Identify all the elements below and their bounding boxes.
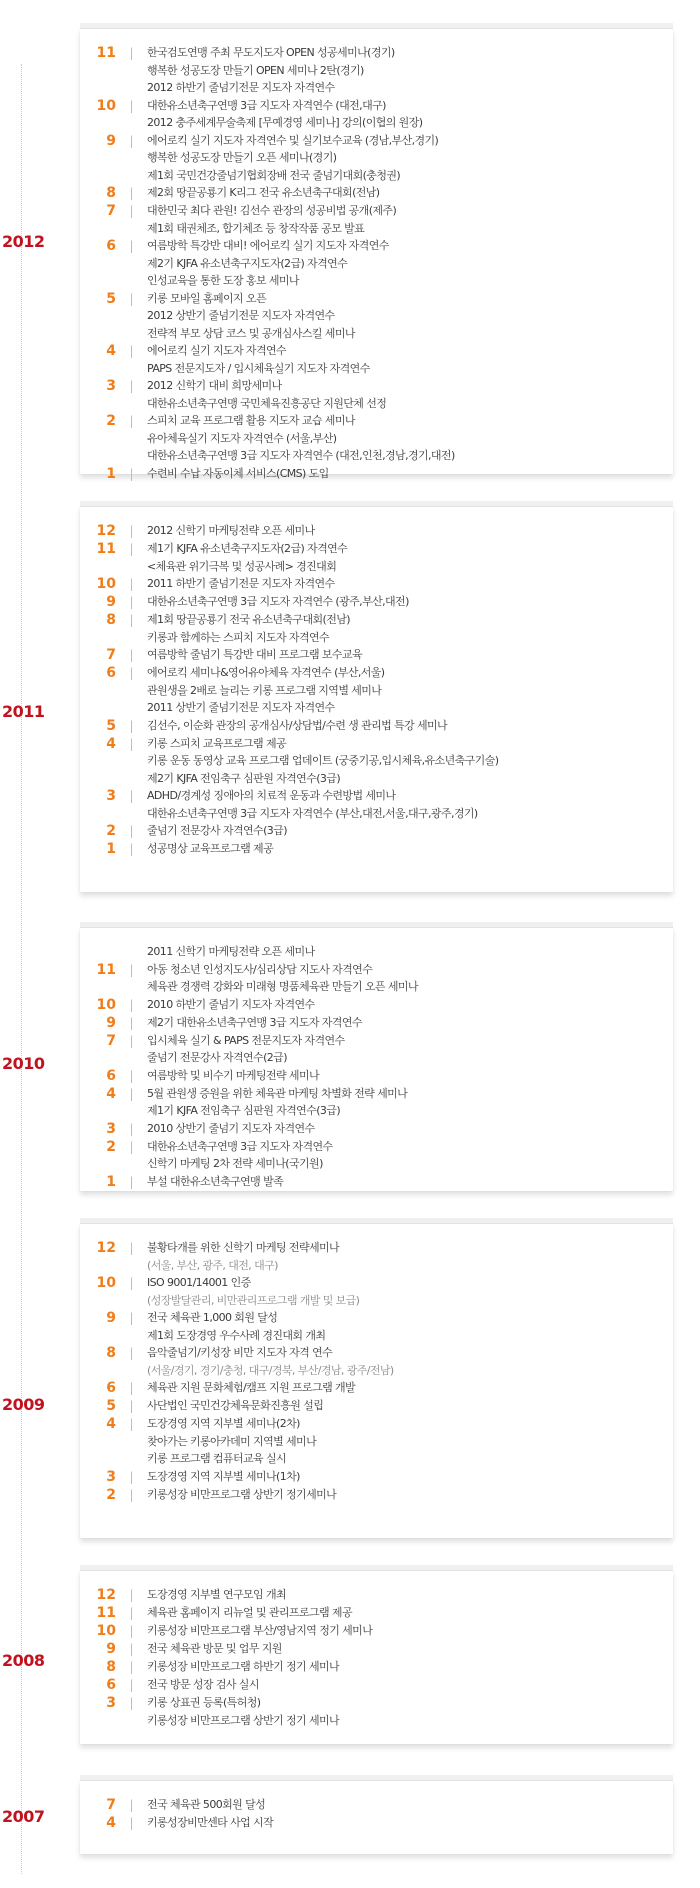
month-number: 3 <box>106 1695 116 1711</box>
timeline-entry <box>80 1032 673 1067</box>
entry-text: 대한유소년축구연맹 3급 지도자 자격연수 (대전,인천,경남,경기,대전) <box>147 449 455 462</box>
timeline-entry <box>80 1014 673 1032</box>
separator-bar: | <box>129 1624 134 1638</box>
month-number: 5 <box>106 1398 116 1414</box>
entry-text: 5월 관원생 증원을 위한 체육관 마케팅 차별화 전략 세미나 <box>147 1086 408 1100</box>
month-number: 1 <box>106 841 116 857</box>
entry-lines <box>147 996 673 1014</box>
month-number: 10 <box>96 1275 116 1291</box>
entry-text: 2012 신학기 마케팅전략 오픈 세미나 <box>147 524 315 537</box>
month-number: 2 <box>106 823 116 839</box>
entry-text: 도장경영 지역 지부별 세미나(1차) <box>147 1469 300 1483</box>
entry-text: 2011 하반기 줄넘기전문 지도자 자격연수 <box>147 577 335 590</box>
entry-lines <box>147 1676 673 1694</box>
year-label: 2009 <box>2 1395 45 1414</box>
entry-text: 대한유소년축구연맹 3급 지도자 자격연수 (광주,부산,대전) <box>147 595 409 608</box>
separator-bar: | <box>129 1469 134 1484</box>
timeline-entry <box>80 1397 673 1415</box>
separator-bar: | <box>129 133 134 148</box>
month-number: 9 <box>106 1014 116 1031</box>
entry-lines <box>147 1694 673 1729</box>
separator-bar: | <box>129 842 134 856</box>
timeline-entry <box>80 1120 673 1138</box>
timeline-entry <box>80 1622 673 1640</box>
timeline-entry <box>80 1067 673 1085</box>
entry-text: 2011 신학기 마케팅전략 오픈 세미나 <box>147 945 315 958</box>
timeline-entry <box>80 184 673 202</box>
month-number: 3 <box>106 788 116 804</box>
entry-text: 키롱성장비만센타 사업 시작 <box>147 1816 274 1829</box>
entry-lines <box>147 412 673 465</box>
entry-lines <box>147 1274 673 1309</box>
entry-text: 도장경영 지역 지부별 세미나(2차) <box>147 1417 300 1430</box>
timeline-entry <box>80 202 673 237</box>
separator-bar: | <box>129 1276 134 1290</box>
year-label: 2008 <box>2 1651 45 1670</box>
separator-bar: | <box>129 648 134 662</box>
entry-text: 행복한 성공도장 만들기 오픈 세미나(경기) <box>147 151 337 164</box>
timeline-entry <box>80 575 673 593</box>
separator-bar: | <box>129 1798 134 1812</box>
month-number: 7 <box>106 647 116 663</box>
entry-text: 제1회 땅끝공룡기 전국 유소년축구대회(전남) <box>147 613 350 626</box>
entry-text: 아동 청소년 인성지도사/심리상담 지도사 자격연수 <box>147 962 373 976</box>
entry-text: 대한유소년축구연맹 3급 지도자 자격연수 <box>147 1139 333 1153</box>
month-number: 10 <box>96 996 116 1013</box>
entry-text: 키롱성장 비만프로그램 상반기 정기세미나 <box>147 1487 337 1501</box>
entry-lines <box>147 377 673 412</box>
timeline-entry <box>80 1468 673 1486</box>
entry-text: 체육관 경쟁력 강화와 미래형 명품체육관 만들기 오픈 세미나 <box>147 980 418 993</box>
entry-text: 전략적 부모 상담 코스 및 공개심사스킬 세미나 <box>147 326 355 340</box>
entry-text: 키롱 운동 동영상 교육 프로그램 업데이트 (궁중기공,입시체육,유소년축구기술) <box>147 754 499 767</box>
separator-bar: | <box>129 1642 134 1656</box>
entry-text: 대한유소년축구연맹 3급 지도자 자격연수 (대전,대구) <box>147 98 386 112</box>
separator-bar: | <box>129 1121 134 1136</box>
separator-bar: | <box>129 1417 134 1431</box>
year-label: 2007 <box>2 1807 45 1826</box>
timeline-entry <box>80 237 673 290</box>
timeline-entry <box>80 1379 673 1397</box>
entry-lines <box>147 1379 673 1397</box>
entry-text: 여름방학 특강반 대비! 에어로킥 실기 지도자 자격연수 <box>147 239 389 252</box>
month-number: 2 <box>106 1486 116 1503</box>
timeline-entry <box>80 540 673 575</box>
entry-lines <box>147 465 673 483</box>
separator-bar: | <box>129 962 134 977</box>
month-number: 1 <box>106 1173 116 1190</box>
separator-bar: | <box>129 1660 134 1674</box>
month-number: 6 <box>106 665 116 681</box>
entry-lines <box>147 1344 673 1379</box>
entry-text: 2012 상반기 줄넘기전문 지도자 자격연수 <box>147 309 335 322</box>
entry-text: 대한유소년축구연맹 국민체육진흥공단 지원단체 선정 <box>147 396 387 410</box>
separator-bar: | <box>129 595 134 609</box>
entry-lines <box>147 717 673 735</box>
year-card <box>80 927 673 1191</box>
entry-text: 제2회 땅끝공룡기 K리그 전국 유소년축구대회(전남) <box>147 186 380 199</box>
month-number: 6 <box>106 1380 116 1396</box>
entry-lines <box>147 1173 673 1191</box>
year-label: 2012 <box>2 232 45 251</box>
year-label: 2011 <box>2 702 45 721</box>
month-number: 9 <box>106 1641 116 1657</box>
entry-lines <box>147 540 673 575</box>
entry-text: 2010 상반기 줄넘기 지도자 자격연수 <box>147 1121 315 1135</box>
entry-lines <box>147 593 673 611</box>
entry-lines <box>147 1622 673 1640</box>
separator-bar: | <box>129 613 134 627</box>
entry-lines <box>147 1239 673 1274</box>
entry-lines <box>147 1032 673 1067</box>
entry-subtext: (성장발달관리, 비만관리프로그램 개발 및 보급) <box>147 1293 360 1307</box>
entry-text: 도장경영 지부별 연구모임 개최 <box>147 1588 287 1601</box>
year-card <box>80 1780 673 1854</box>
month-number: 4 <box>106 1416 116 1432</box>
entry-text: 제1회 국민건강줄넘기협회장배 전국 줄넘기대회(충청권) <box>147 168 401 182</box>
entry-text: 스피치 교육 프로그램 활용 지도자 교습 세미나 <box>147 414 355 427</box>
entry-text: 행복한 성공도장 만들기 OPEN 세미나 2탄(경기) <box>147 63 364 77</box>
entry-text: 여름방학 줄넘기 특강반 대비 프로그램 보수교육 <box>147 648 363 661</box>
month-number: 1 <box>106 465 116 482</box>
month-number: 8 <box>106 612 116 628</box>
entry-lines <box>147 611 673 646</box>
entry-text: 2012 충주세계무술축제 [무예경영 세미나] 강의(이협의 원장) <box>147 116 423 129</box>
separator-bar: | <box>129 1033 134 1048</box>
month-number: 6 <box>106 238 116 254</box>
month-number: 12 <box>96 1240 116 1256</box>
month-number: 10 <box>96 97 116 114</box>
entry-text: 키롱 프로그램 컴퓨터교육 실시 <box>147 1452 287 1465</box>
entry-text: 제2기 KJFA 유소년축구지도자(2급) 자격연수 <box>147 256 348 270</box>
entry-text: 키롱 모바일 홈페이지 오픈 <box>147 291 266 305</box>
entry-lines <box>147 943 673 961</box>
month-number: 7 <box>106 203 116 219</box>
month-number: 7 <box>106 1797 116 1813</box>
entry-lines <box>147 1397 673 1415</box>
entry-text: 찾아가는 키롱아카데미 지역별 세미나 <box>147 1434 317 1448</box>
entry-lines <box>147 961 673 996</box>
entry-lines <box>147 735 673 788</box>
separator-bar: | <box>129 344 134 358</box>
month-number: 8 <box>106 185 116 201</box>
entry-text: 줄넘기 전문강사 자격연수(2급) <box>147 1051 287 1064</box>
separator-bar: | <box>129 239 134 253</box>
separator-bar: | <box>129 789 134 803</box>
timeline-entry <box>80 1138 673 1173</box>
entry-lines <box>147 342 673 377</box>
timeline-entry <box>80 97 673 132</box>
timeline-entry <box>80 1814 673 1832</box>
separator-bar: | <box>129 1606 134 1620</box>
timeline-entry <box>80 593 673 611</box>
entry-text: 에어로킥 실기 지도자 자격연수 <box>147 344 287 357</box>
entry-text: 체육관 홈페이지 리뉴얼 및 관리프로그램 제공 <box>147 1606 352 1619</box>
entry-text: 인성교육을 통한 도장 홍보 세미나 <box>147 274 299 287</box>
entry-text: 전국 체육관 방문 및 업무 지원 <box>147 1642 282 1655</box>
entry-text: 키롱성장 비만프로그램 하반기 정기 세미나 <box>147 1660 340 1673</box>
month-number: 4 <box>106 1085 116 1102</box>
timeline-entry <box>80 1676 673 1694</box>
entry-text: 성공명상 교육프로그램 제공 <box>147 842 274 855</box>
entry-text: 2011 상반기 줄넘기전문 지도자 자격연수 <box>147 701 335 714</box>
entry-text: 전국 체육관 1,000 회원 달성 <box>147 1311 278 1324</box>
month-number: 3 <box>106 1468 116 1485</box>
separator-bar: | <box>129 1588 134 1602</box>
entry-text: 사단법인 국민건강체육문화진흥원 설립 <box>147 1399 324 1412</box>
timeline-entry <box>80 822 673 840</box>
separator-bar: | <box>129 1487 134 1502</box>
entry-text: PAPS 전문지도자 / 입시체육실기 지도자 자격연수 <box>147 361 370 375</box>
entry-lines <box>147 44 673 97</box>
month-number: 4 <box>106 1815 116 1831</box>
entry-text: 키롱 스피치 교육프로그램 제공 <box>147 736 287 750</box>
entry-text: ISO 9001/14001 인증 <box>147 1276 251 1289</box>
entry-lines <box>147 290 673 343</box>
timeline-entry <box>80 1604 673 1622</box>
separator-bar: | <box>129 1381 134 1395</box>
entry-text: 제2기 대한유소년축구연맹 3급 지도자 자격연수 <box>147 1015 362 1029</box>
entry-text: <체육관 위기극복 및 성공사례> 경진대회 <box>147 559 337 573</box>
entry-lines <box>147 1814 673 1832</box>
entry-text: 유아체육실기 지도자 자격연수 (서울,부산) <box>147 431 337 445</box>
entry-text: 입시체육 실기 & PAPS 전문지도자 자격연수 <box>147 1033 345 1047</box>
timeline-entry <box>80 611 673 646</box>
timeline-entry <box>80 44 673 97</box>
separator-bar: | <box>129 997 134 1012</box>
month-number: 6 <box>106 1067 116 1084</box>
year-card <box>80 506 673 892</box>
timeline-entry <box>80 1658 673 1676</box>
timeline-entry <box>80 1344 673 1379</box>
entry-text: 관원생을 2배로 늘리는 키롱 프로그램 지역별 세미나 <box>147 683 382 697</box>
timeline-entry <box>80 522 673 540</box>
entry-text: 음악줄넘기/키성장 비만 지도자 자격 연수 <box>147 1346 333 1359</box>
entry-lines <box>147 184 673 202</box>
timeline-entry <box>80 840 673 858</box>
timeline-entry <box>80 1694 673 1729</box>
entry-text: 제2기 KJFA 전임축구 심판원 자격연수(3급) <box>147 771 341 785</box>
month-number: 9 <box>106 594 116 610</box>
entry-text: 김선수, 이순화 관장의 공개심사/상담법/수련 생 관리법 특강 세미나 <box>147 718 448 732</box>
entry-lines <box>147 1468 673 1486</box>
entry-lines <box>147 787 673 822</box>
entry-lines <box>147 1415 673 1468</box>
month-number: 11 <box>96 961 116 978</box>
entry-text: 제1회 도장경영 우수사례 경진대회 개최 <box>147 1328 326 1342</box>
entry-lines <box>147 132 673 185</box>
entry-lines <box>147 1067 673 1085</box>
separator-bar: | <box>129 466 134 481</box>
separator-bar: | <box>129 1346 134 1360</box>
entry-subtext: (서울, 부산, 광주, 대전, 대구) <box>147 1258 278 1272</box>
timeline-entry <box>80 735 673 788</box>
entry-lines <box>147 1604 673 1622</box>
timeline-entry <box>80 465 673 483</box>
entry-text: 수련비 수납 자동이체 서비스(CMS) 도입 <box>147 466 329 480</box>
year-label: 2010 <box>2 1054 45 1073</box>
month-number: 11 <box>96 541 116 557</box>
separator-bar: | <box>129 379 134 393</box>
entry-text: 부설 대한유소년축구연맹 발족 <box>147 1174 284 1188</box>
timeline-entry <box>80 1415 673 1468</box>
entry-text: 불황타개를 위한 신학기 마케팅 전략세미나 <box>147 1241 340 1254</box>
timeline-entry <box>80 1640 673 1658</box>
entry-lines <box>147 822 673 840</box>
entry-text: 여름방학 및 비수기 마케팅전략 세미나 <box>147 1068 320 1082</box>
month-number: 11 <box>96 1605 116 1621</box>
year-card <box>80 1570 673 1744</box>
separator-bar: | <box>129 46 134 60</box>
separator-bar: | <box>129 824 134 838</box>
timeline-entry <box>80 412 673 465</box>
separator-bar: | <box>129 524 134 538</box>
entry-lines <box>147 1014 673 1032</box>
separator-bar: | <box>129 1139 134 1154</box>
month-number: 12 <box>96 1587 116 1603</box>
entry-text: 키롱성장 비만프로그램 상반기 정기 세미나 <box>147 1713 340 1727</box>
entry-text: 제1기 KJFA 전임축구 심판원 자격연수(3급) <box>147 1104 341 1117</box>
entry-text: 제1회 태권체조, 합기체조 등 창작작품 공모 발표 <box>147 221 365 235</box>
entry-lines <box>147 664 673 717</box>
timeline-entry <box>80 342 673 377</box>
timeline-entry <box>80 1085 673 1120</box>
timeline-entry <box>80 787 673 822</box>
entry-lines <box>147 1085 673 1120</box>
separator-bar: | <box>129 1015 134 1030</box>
month-number: 8 <box>106 1659 116 1675</box>
separator-bar: | <box>129 1068 134 1083</box>
timeline-entry <box>80 717 673 735</box>
entry-text: 제1기 KJFA 유소년축구지도자(2급) 자격연수 <box>147 542 348 555</box>
month-number: 6 <box>106 1677 116 1693</box>
separator-bar: | <box>129 1086 134 1101</box>
entry-lines <box>147 646 673 664</box>
separator-bar: | <box>129 577 134 591</box>
timeline-entry <box>80 377 673 412</box>
timeline-entry <box>80 132 673 185</box>
year-card <box>80 28 673 482</box>
month-number: 9 <box>106 132 116 149</box>
separator-bar: | <box>129 1399 134 1413</box>
timeline-entry <box>80 290 673 343</box>
entry-lines <box>147 840 673 858</box>
separator-bar: | <box>129 666 134 680</box>
timeline-dotted-line <box>21 64 22 1874</box>
entry-lines <box>147 1640 673 1658</box>
month-number: 4 <box>106 735 116 752</box>
timeline-entry <box>80 1309 673 1344</box>
entry-text: 줄넘기 전문강사 자격연수(3급) <box>147 824 287 837</box>
month-number: 4 <box>106 343 116 359</box>
timeline-entry <box>80 646 673 664</box>
month-number: 9 <box>106 1310 116 1326</box>
entry-text: 전국 방문 성장 검사 실시 <box>147 1678 259 1691</box>
month-number: 12 <box>96 523 116 539</box>
separator-bar: | <box>129 1678 134 1692</box>
month-number: 5 <box>106 290 116 307</box>
timeline-entry <box>80 1486 673 1504</box>
timeline-entry <box>80 1796 673 1814</box>
separator-bar: | <box>129 291 134 306</box>
month-number: 3 <box>106 1120 116 1137</box>
timeline-entry <box>80 1586 673 1604</box>
separator-bar: | <box>129 414 134 428</box>
entry-lines <box>147 522 673 540</box>
entry-subtext: (서울/경기, 경기/충청, 대구/경북, 부산/경남, 광주/전남) <box>147 1363 394 1377</box>
entry-text: 키롱성장 비만프로그램 부산/영남지역 정기 세미나 <box>147 1624 373 1637</box>
separator-bar: | <box>129 718 134 733</box>
entry-text: 2012 하반기 줄넘기전문 지도자 자격연수 <box>147 81 335 94</box>
month-number: 5 <box>106 717 116 734</box>
timeline-entry <box>80 996 673 1014</box>
timeline-entry <box>80 943 673 961</box>
separator-bar: | <box>129 204 134 218</box>
separator-bar: | <box>129 186 134 200</box>
entry-text: 키롱 상표권 등록(특허청) <box>147 1696 261 1709</box>
entry-text: 2012 신학기 대비 희망세미나 <box>147 379 282 392</box>
separator-bar: | <box>129 98 134 113</box>
separator-bar: | <box>129 1311 134 1325</box>
entry-lines <box>147 1796 673 1814</box>
entry-text: 키롱과 함께하는 스피치 지도자 자격연수 <box>147 630 330 644</box>
entry-text: 에어로킥 세미나&영어유아체육 자격연수 (부산,서울) <box>147 666 385 679</box>
entry-text: 2010 하반기 줄넘기 지도자 자격연수 <box>147 997 315 1011</box>
month-number: 7 <box>106 1032 116 1049</box>
month-number: 2 <box>106 1138 116 1155</box>
year-card <box>80 1223 673 1538</box>
entry-text: ADHD/경계성 징애아의 치료적 운동과 수련방법 세미나 <box>147 789 396 802</box>
month-number: 11 <box>96 45 116 61</box>
separator-bar: | <box>129 1174 134 1189</box>
timeline-entry <box>80 1239 673 1274</box>
entry-lines <box>147 1309 673 1344</box>
entry-lines <box>147 1138 673 1173</box>
entry-text: 한국검도연맹 주최 무도지도자 OPEN 성공세미나(경기) <box>147 46 395 59</box>
separator-bar: | <box>129 1696 134 1710</box>
timeline-entry <box>80 1173 673 1191</box>
month-number: 8 <box>106 1345 116 1361</box>
entry-lines <box>147 237 673 290</box>
separator-bar: | <box>129 1816 134 1830</box>
month-number: 10 <box>96 576 116 592</box>
entry-lines <box>147 1486 673 1504</box>
month-number: 2 <box>106 413 116 429</box>
entry-lines <box>147 1658 673 1676</box>
entry-text: 전국 체육관 500회원 달성 <box>147 1798 266 1811</box>
entry-lines <box>147 97 673 132</box>
timeline-entry <box>80 664 673 717</box>
timeline-entry <box>80 961 673 996</box>
entry-lines <box>147 1120 673 1138</box>
entry-text: 대한민국 최다 관원! 김선수 관장의 성공비법 공개(제주) <box>147 204 397 217</box>
month-number: 3 <box>106 378 116 394</box>
entry-text: 대한유소년축구연맹 3급 지도자 자격연수 (부산,대전,서울,대구,광주,경기) <box>147 806 478 820</box>
separator-bar: | <box>129 1241 134 1255</box>
separator-bar: | <box>129 542 134 556</box>
entry-text: 체육관 지원 문화체험/캠프 지원 프로그램 개발 <box>147 1381 356 1394</box>
entry-text: 신학기 마케팅 2차 전략 세미나(국기원) <box>147 1157 323 1170</box>
timeline-entry <box>80 1274 673 1309</box>
entry-text: 에어로킥 실기 지도자 자격연수 및 실기보수교육 (경남,부산,경기) <box>147 133 439 147</box>
entry-lines <box>147 202 673 237</box>
entry-lines <box>147 575 673 593</box>
entry-lines <box>147 1586 673 1604</box>
separator-bar: | <box>129 736 134 751</box>
month-number: 10 <box>96 1623 116 1639</box>
